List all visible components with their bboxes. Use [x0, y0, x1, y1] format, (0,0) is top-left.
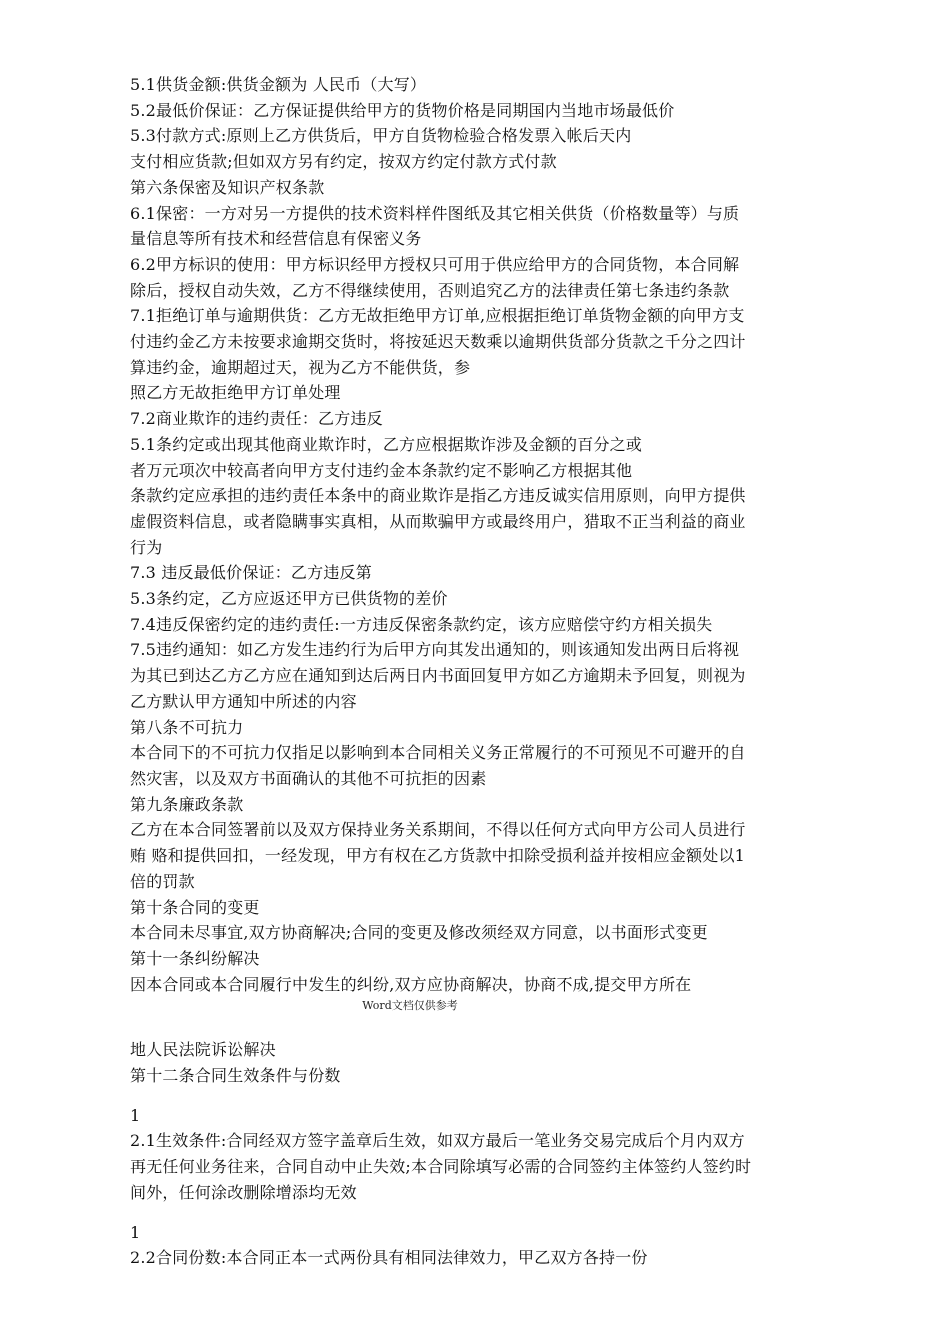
number-line: 1: [130, 1222, 141, 1242]
text-line: 间外，任何涂改删除增添均无效: [130, 1182, 357, 1202]
text-line: 本合同下的不可抗力仅指足以影响到本合同相关义务正常履行的不可预见不可避开的自: [130, 743, 746, 763]
text-line: 再无任何业务往来，合同自动中止失效;本合同除填写必需的合同签约主体签约人签约时: [130, 1157, 752, 1177]
text-line: 7.1拒绝订单与逾期供货：乙方无故拒绝甲方订单,应根据拒绝订单货物金额的向甲方支: [130, 306, 745, 326]
text-line: 6.2甲方标识的使用：甲方标识经甲方授权只可用于供应给甲方的合同货物，本合同解: [130, 254, 740, 274]
section-heading: 第六条保密及知识产权条款: [130, 177, 325, 197]
text-line: 然灾害，以及双方书面确认的其他不可抗拒的因素: [130, 768, 487, 788]
text-line: 7.2商业欺诈的违约责任：乙方违反: [130, 409, 383, 429]
text-line: 5.1供货金额:供货金额为 人民币（大写）: [130, 75, 427, 94]
text-line: 5.3付款方式:原则上乙方供货后，甲方自货物检验合格发票入帐后天内: [130, 126, 632, 146]
text-line: 本合同未尽事宜,双方协商解决;合同的变更及修改须经双方同意，以书面形式变更: [130, 923, 708, 943]
text-line: 5.2最低价保证：乙方保证提供给甲方的货物价格是同期国内当地市场最低价: [130, 100, 675, 120]
text-line: 地人民法院诉讼解决: [130, 1040, 276, 1060]
text-line: 乙方默认甲方通知中所述的内容: [130, 691, 357, 711]
text-line: 照乙方无故拒绝甲方订单处理: [130, 383, 341, 403]
text-line: 7.5违约通知：如乙方发生违约行为后甲方向其发出通知的，则该通知发出两日后将视: [130, 640, 740, 660]
text-line: 虚假资料信息，或者隐瞒事实真相，从而欺骗甲方或最终用户，猎取不正当利益的商业: [130, 511, 746, 531]
text-block-2: [130, 1037, 830, 1088]
text-block-4: [130, 1245, 830, 1271]
text-line: 因本合同或本合同履行中发生的纠纷,双方应协商解决，协商不成,提交甲方所在: [130, 974, 692, 994]
text-line: 贿 赂和提供回扣，一经发现，甲方有权在乙方货款中扣除受损利益并按相应金额处以1: [130, 846, 746, 866]
text-line: 支付相应货款;但如双方另有约定，按双方约定付款方式付款: [130, 152, 557, 172]
text-line: 者万元项次中较高者向甲方支付违约金本条款约定不影响乙方根据其他: [130, 460, 633, 480]
text-block-1: [130, 72, 830, 997]
text-line: 条款约定应承担的违约责任本条中的商业欺诈是指乙方违反诚实信用原则，向甲方提供: [130, 486, 746, 506]
text-line: 算违约金，逾期超过天，视为乙方不能供货，参: [130, 357, 471, 377]
text-line: 为其已到达乙方乙方应在通知到达后两日内书面回复甲方如乙方逾期未予回复，则视为: [130, 666, 746, 686]
text-line: 量信息等所有技术和经营信息有保密义务: [130, 229, 422, 249]
text-line: 倍的罚款: [130, 871, 195, 891]
text-line: 7.3 违反最低价保证：乙方违反第: [130, 563, 372, 583]
text-line: 2.2合同份数:本合同正本一式两份具有相同法律效力，甲乙双方各持一份: [130, 1248, 648, 1268]
section-heading: 第十二条合同生效条件与份数: [130, 1066, 341, 1086]
text-line: 2.1生效条件:合同经双方签字盖章后生效，如双方最后一笔业务交易完成后个月内双方: [130, 1131, 745, 1151]
section-heading: 第八条不可抗力: [130, 717, 244, 737]
text-line: 除后，授权自动失效，乙方不得继续使用，否则追究乙方的法律责任第七条违约条款: [130, 280, 730, 300]
number-line: 1: [130, 1105, 141, 1125]
text-line: 5.3条约定，乙方应返还甲方已供货物的差价: [130, 589, 448, 609]
text-line: 5.1条约定或出现其他商业欺诈时，乙方应根据欺诈涉及金额的百分之或: [130, 434, 643, 454]
document-page: [130, 72, 830, 1271]
text-line: 6.1保密：一方对另一方提供的技术资料样件图纸及其它相关供货（价格数量等）与质: [130, 203, 740, 223]
section-heading: 第十一条纠纷解决: [130, 948, 260, 968]
text-line: 乙方在本合同签署前以及双方保持业务关系期间，不得以任何方式向甲方公司人员进行: [130, 820, 746, 840]
text-line: 付违约金乙方未按要求逾期交货时，将按延迟天数乘以逾期供货部分货款之千分之四计: [130, 332, 746, 352]
section-heading: 第十条合同的变更: [130, 897, 260, 917]
text-block-3: [130, 1128, 830, 1205]
text-line: 7.4违反保密约定的违约责任:一方违反保密条款约定，该方应赔偿守约方相关损失: [130, 614, 713, 634]
page-footer: Word文档仅供参考: [362, 999, 458, 1013]
text-line: 行为: [130, 537, 163, 557]
section-heading: 第九条廉政条款: [130, 794, 244, 814]
